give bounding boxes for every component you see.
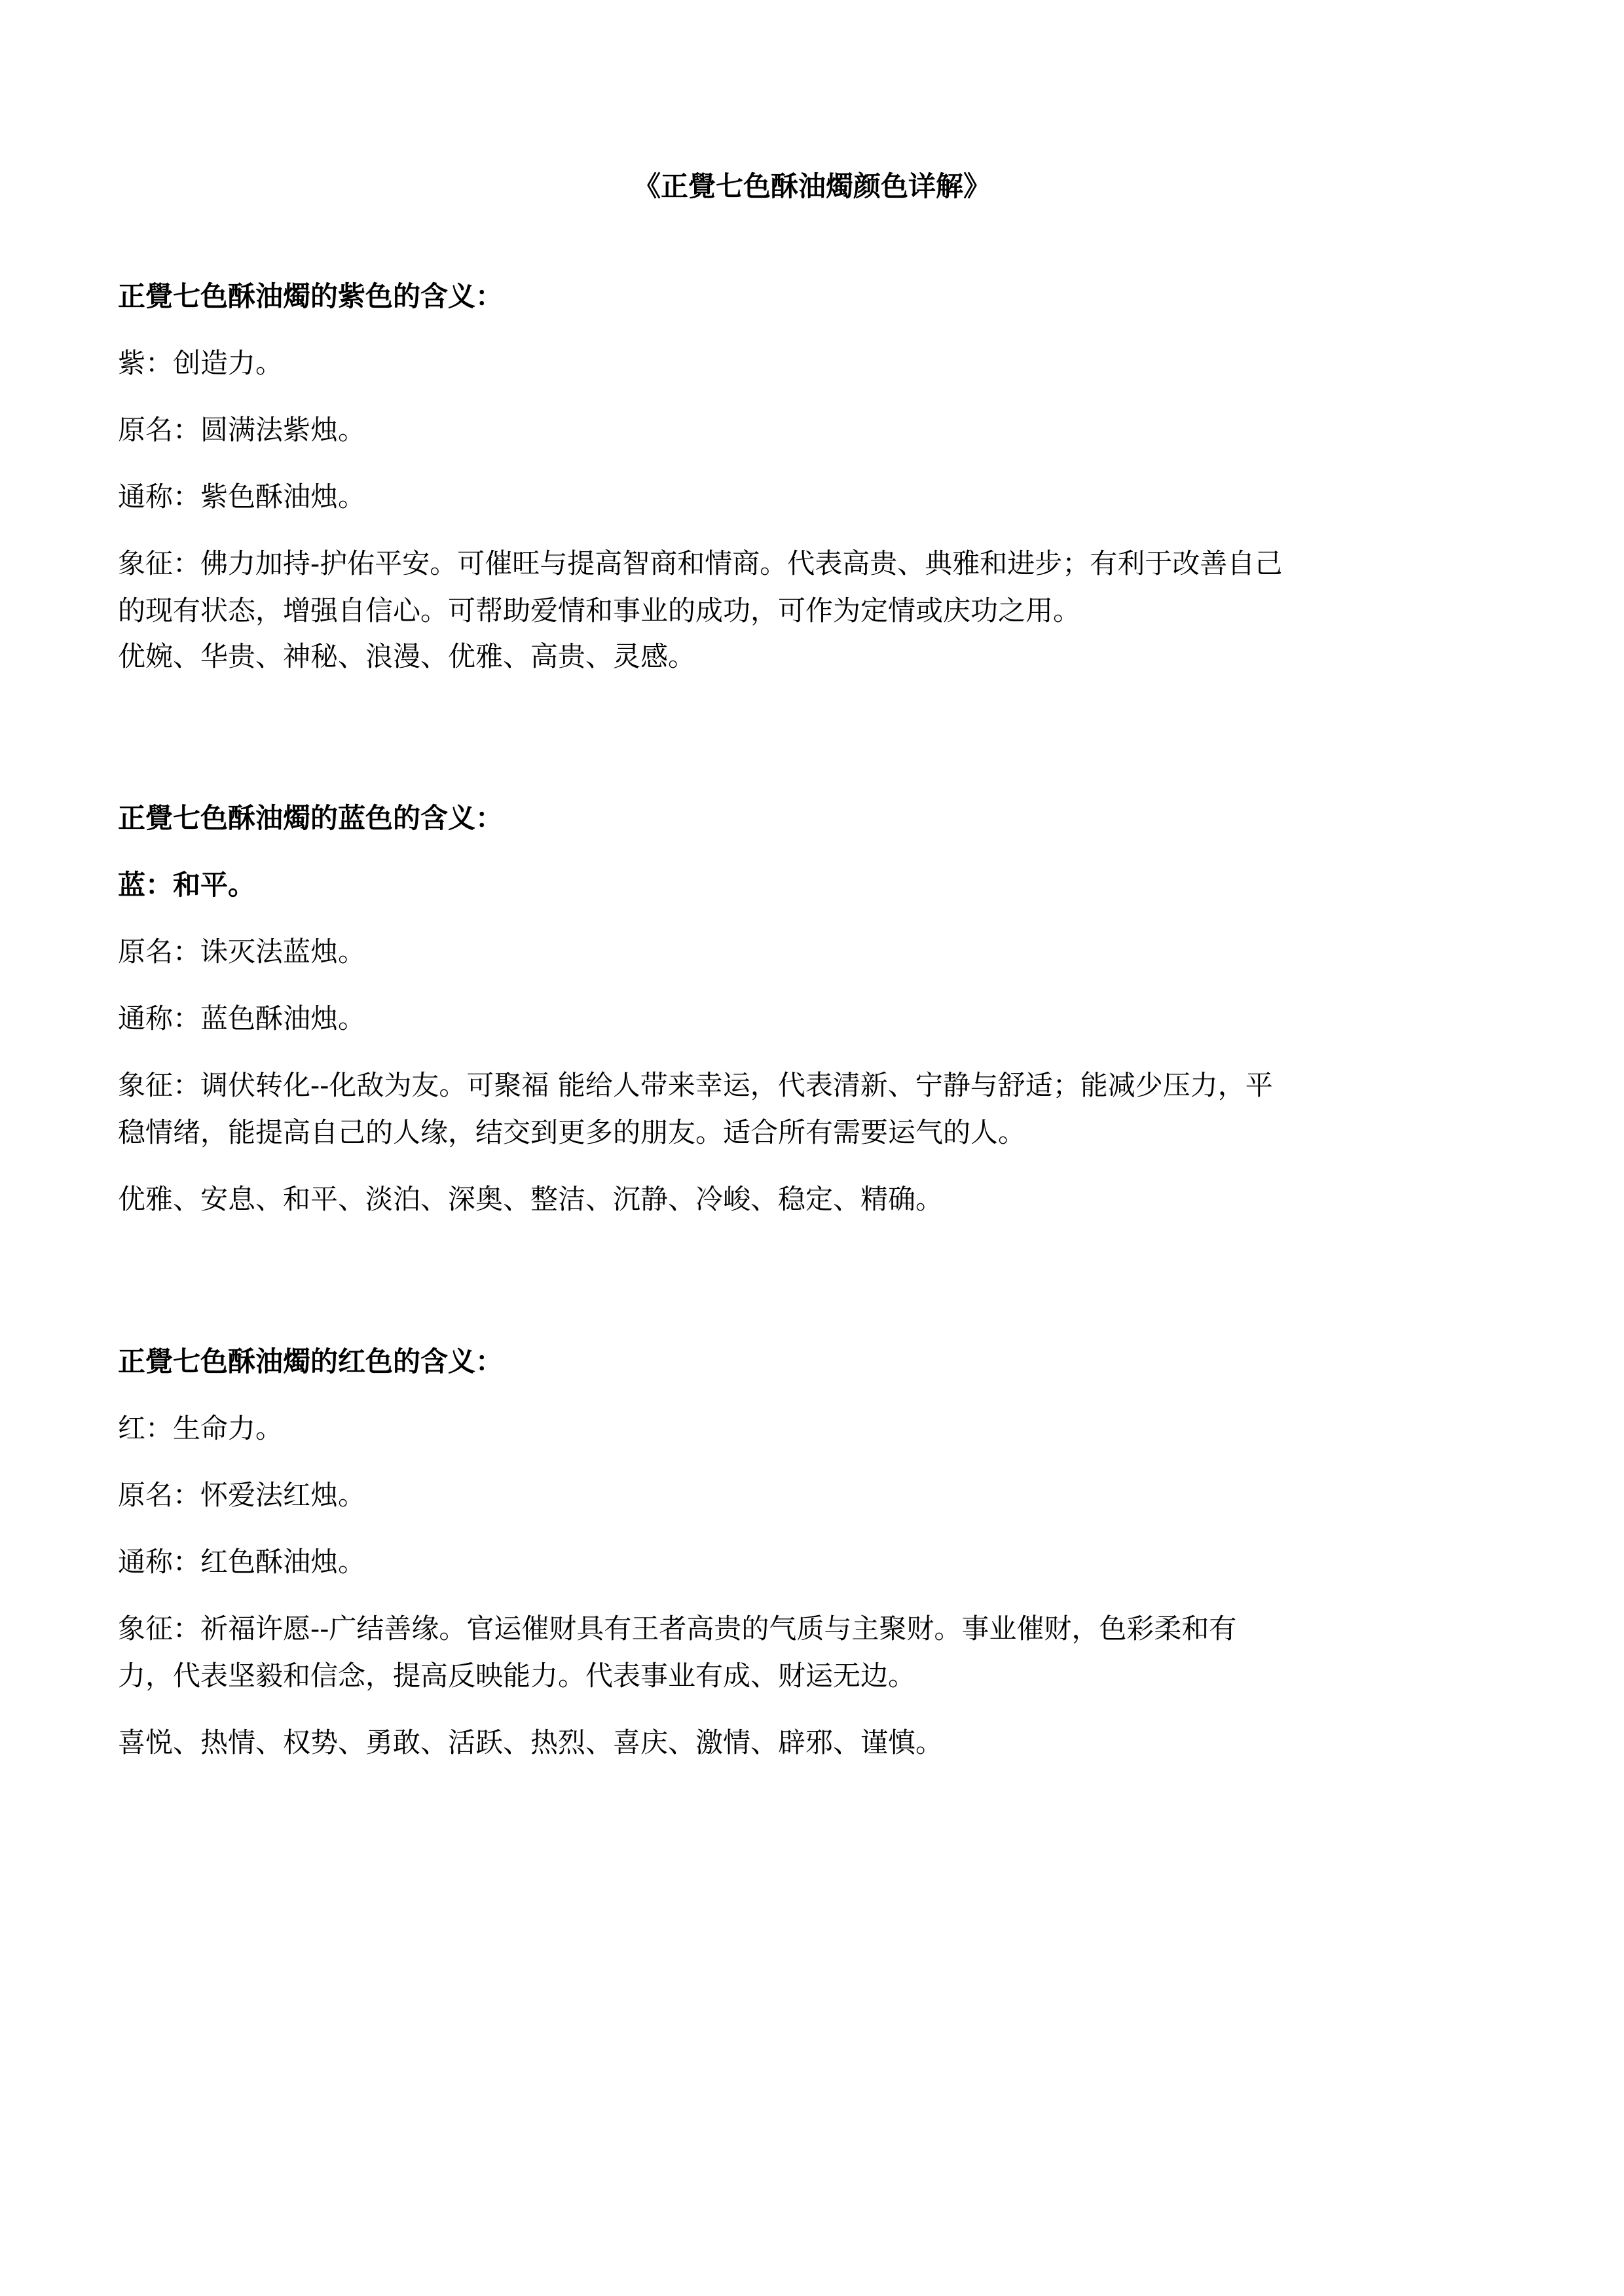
common-name: 通称：红色酥油烛。 (118, 1546, 366, 1578)
symbol-text-line1: 象征：佛力加持-护佑平安。可催旺与提高智商和情商。代表高贵、典雅和进步；有利于改善自己 (118, 547, 1283, 579)
symbol-text-line2: 力，代表坚毅和信念，提高反映能力。代表事业有成、财运无边。 (118, 1660, 916, 1692)
keywords: 喜悦、热情、权势、勇敢、活跃、热烈、喜庆、激情、辟邪、谨慎。 (118, 1726, 944, 1758)
keywords: 优婉、华贵、神秘、浪漫、优雅、高贵、灵感。 (118, 640, 696, 672)
symbol-text-line1: 象征：祈福许愿--广结善缘。官运催财具有王者高贵的气质与主聚财。事业催财，色彩柔和有 (118, 1613, 1237, 1645)
color-meaning: 红：生命力。 (118, 1412, 284, 1444)
color-meaning: 蓝：和平。 (118, 869, 256, 901)
original-name: 原名：怀爱法红烛。 (118, 1479, 366, 1511)
symbol-text-line2: 的现有状态，增强自信心。可帮助爱情和事业的成功，可作为定情或庆功之用。 (118, 594, 1081, 627)
section-heading: 正覺七色酥油燭的紫色的含义： (118, 280, 504, 312)
page-title: 《正覺七色酥油燭颜色详解》 (633, 170, 991, 202)
section-heading: 正覺七色酥油燭的红色的含义： (118, 1345, 504, 1377)
symbol-text-line2: 稳情绪，能提高自己的人缘，结交到更多的朋友。适合所有需要运气的人。 (118, 1116, 1026, 1148)
keywords: 优雅、安息、和平、淡泊、深奥、整洁、沉静、冷峻、稳定、精确。 (118, 1183, 944, 1215)
original-name: 原名：圆满法紫烛。 (118, 414, 366, 446)
color-meaning: 紫：创造力。 (118, 347, 284, 379)
symbol-text-line1: 象征：调伏转化--化敌为友。可聚福 能给人带来幸运，代表清新、宁静与舒适；能减少压力，平 (118, 1069, 1273, 1101)
original-name: 原名：诛灭法蓝烛。 (118, 936, 366, 968)
section-heading: 正覺七色酥油燭的蓝色的含义： (118, 802, 504, 834)
common-name: 通称：紫色酥油烛。 (118, 481, 366, 513)
common-name: 通称：蓝色酥油烛。 (118, 1002, 366, 1034)
